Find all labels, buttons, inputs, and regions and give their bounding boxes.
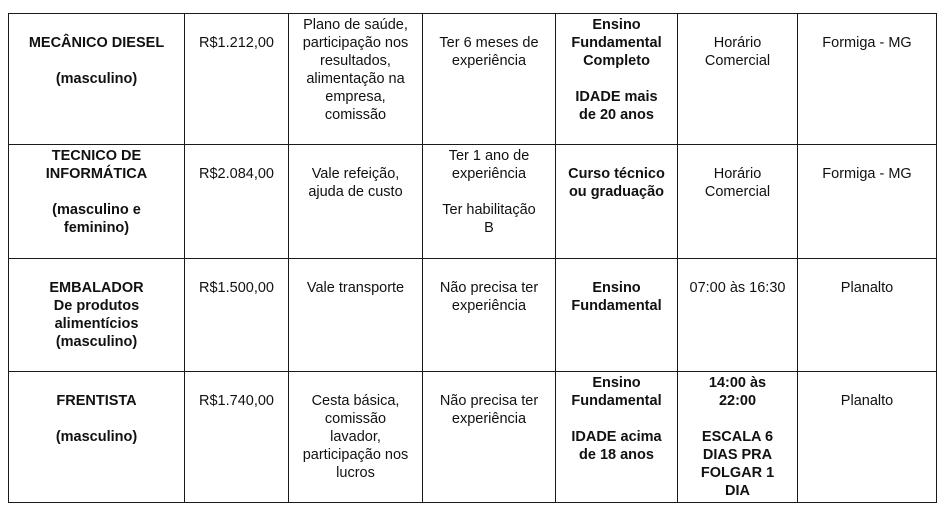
job-title-cell: MECÂNICO DIESEL (masculino) (9, 14, 185, 145)
benefits-cell: Cesta básica, comissão lavador, participação nos lucros (289, 372, 423, 503)
job-title-cell: TECNICO DE INFORMÁTICA (masculino e feminino) (9, 145, 185, 259)
schedule-cell: 07:00 às 16:30 (678, 259, 798, 372)
table-row (9, 372, 937, 503)
location-cell: Planalto (798, 372, 937, 503)
experience-cell: Ter 1 ano de experiência Ter habilitação B (423, 145, 556, 259)
education-cell: Ensino Fundamental (556, 259, 678, 372)
location-cell: Planalto (798, 259, 937, 372)
job-title-cell: EMBALADOR De produtos alimentícios (masculino) (9, 259, 185, 372)
benefits-cell: Plano de saúde, participação nos resultados, alimentação na empresa, comissão (289, 14, 423, 145)
schedule-cell: Horário Comercial (678, 14, 798, 145)
job-listings-table (8, 13, 937, 503)
education-cell: Ensino Fundamental IDADE acima de 18 anos (556, 372, 678, 503)
education-cell: Curso técnico ou graduação (556, 145, 678, 259)
table-row (9, 259, 937, 372)
location-cell: Formiga - MG (798, 14, 937, 145)
salary-cell: R$1.500,00 (185, 259, 289, 372)
location-cell: Formiga - MG (798, 145, 937, 259)
salary-cell: R$1.212,00 (185, 14, 289, 145)
table-row (9, 14, 937, 145)
experience-cell: Ter 6 meses de experiência (423, 14, 556, 145)
table-row (9, 145, 937, 259)
benefits-cell: Vale refeição, ajuda de custo (289, 145, 423, 259)
salary-cell: R$2.084,00 (185, 145, 289, 259)
salary-cell: R$1.740,00 (185, 372, 289, 503)
benefits-cell: Vale transporte (289, 259, 423, 372)
job-title-cell: FRENTISTA (masculino) (9, 372, 185, 503)
schedule-cell: Horário Comercial (678, 145, 798, 259)
experience-cell: Não precisa ter experiência (423, 259, 556, 372)
experience-cell: Não precisa ter experiência (423, 372, 556, 503)
schedule-cell: 14:00 às 22:00 ESCALA 6 DIAS PRA FOLGAR 1 DIA (678, 372, 798, 503)
education-cell: Ensino Fundamental Completo IDADE mais de 20 anos (556, 14, 678, 145)
